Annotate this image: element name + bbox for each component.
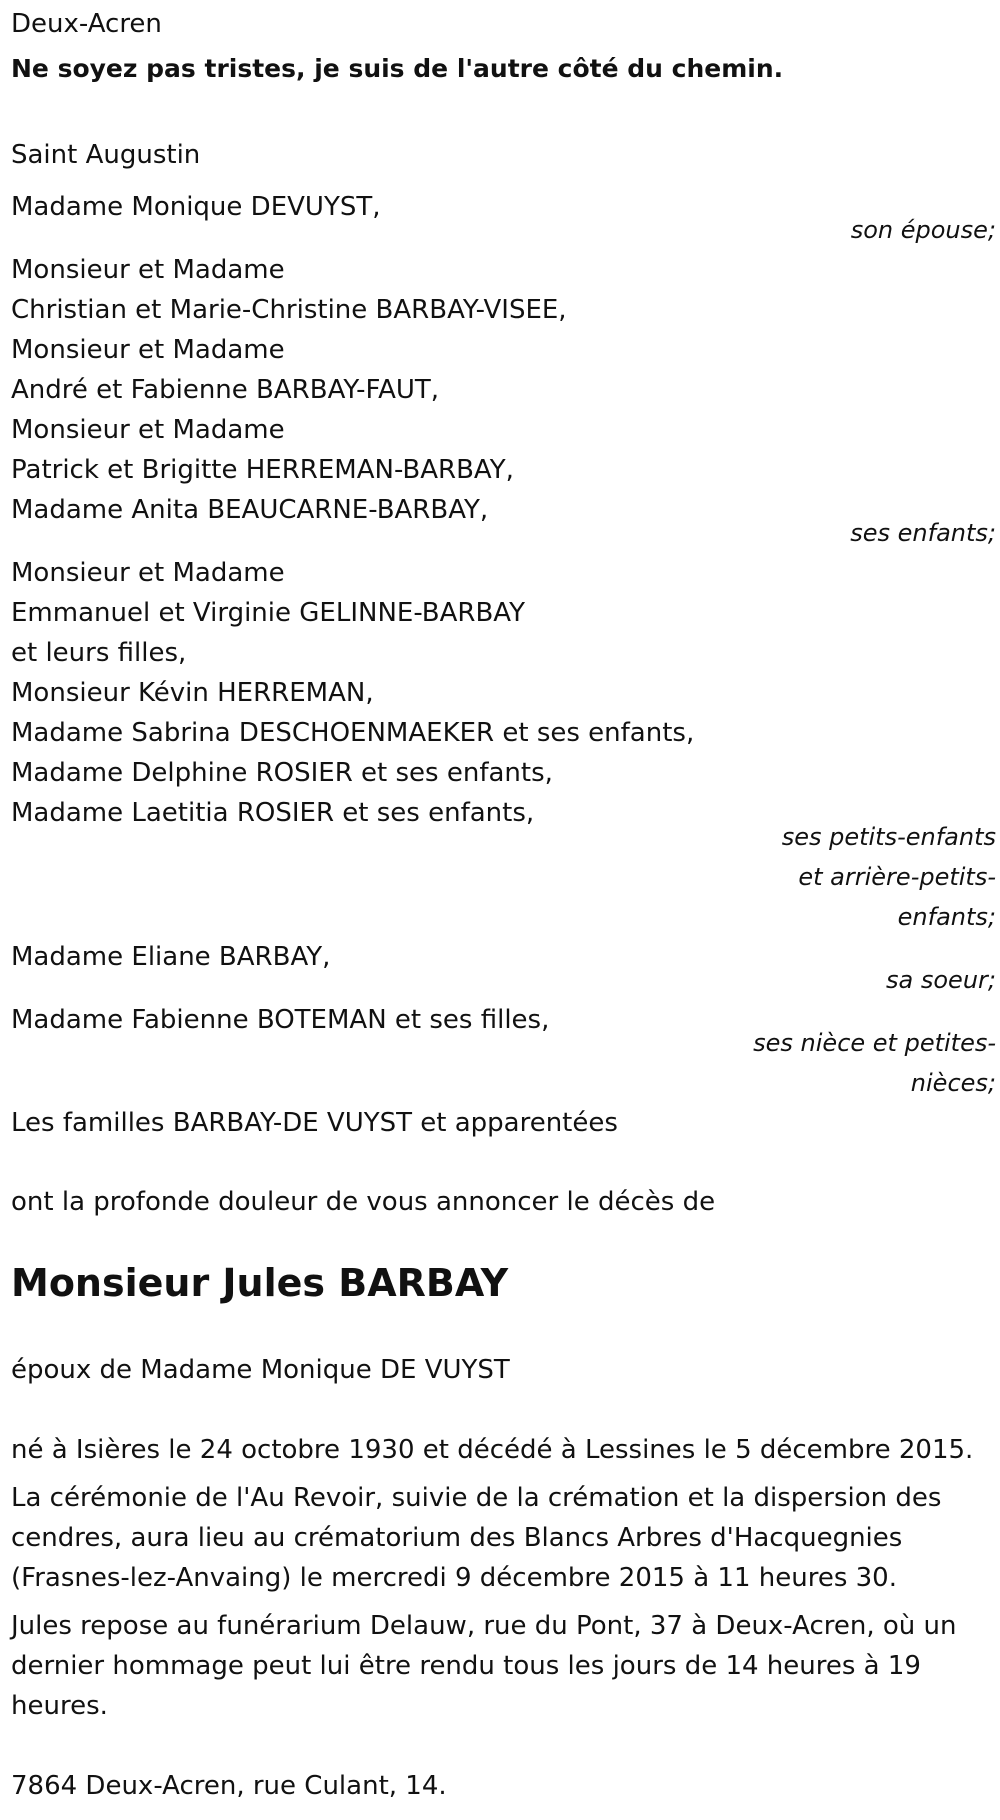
quote-author: Saint Augustin bbox=[11, 140, 201, 170]
town-header: Deux-Acren bbox=[11, 9, 162, 39]
families-line: Les familles BARBAY-DE VUYST et apparentées bbox=[11, 1108, 618, 1138]
spouse-of-line: époux de Madame Monique DE VUYST bbox=[11, 1355, 510, 1385]
motto-quote: Ne soyez pas tristes, je suis de l'autre côté du chemin. bbox=[11, 54, 784, 83]
announcement-intro: ont la profonde douleur de vous annoncer le décès de bbox=[11, 1187, 716, 1217]
child-line: Christian et Marie-Christine BARBAY-VISEE, bbox=[11, 295, 567, 325]
niece-name: Madame Fabienne BOTEMAN et ses filles, bbox=[11, 1005, 550, 1035]
grandchild-line: Monsieur et Madame bbox=[11, 558, 285, 588]
sister-name: Madame Eliane BARBAY, bbox=[11, 942, 331, 972]
niece-role-line: ses nièce et petites- bbox=[753, 1029, 996, 1057]
address-line: 7864 Deux-Acren, rue Culant, 14. bbox=[11, 1771, 447, 1801]
ceremony-line: (Frasnes-lez-Anvaing) le mercredi 9 décembre 2015 à 11 heures 30. bbox=[11, 1563, 897, 1593]
spouse-role: son épouse; bbox=[850, 216, 996, 244]
ceremony-line: La cérémonie de l'Au Revoir, suivie de la crémation et la dispersion des bbox=[11, 1483, 942, 1513]
grandchild-line: Madame Laetitia ROSIER et ses enfants, bbox=[11, 798, 535, 828]
grandchild-line: Monsieur Kévin HERREMAN, bbox=[11, 678, 374, 708]
spouse-name: Madame Monique DEVUYST, bbox=[11, 192, 381, 222]
birth-death-line: né à Isières le 24 octobre 1930 et décédé à Lessines le 5 décembre 2015. bbox=[11, 1435, 974, 1465]
child-line: Monsieur et Madame bbox=[11, 415, 285, 445]
child-line: André et Fabienne BARBAY-FAUT, bbox=[11, 375, 440, 405]
rest-line: Jules repose au funérarium Delauw, rue du Pont, 37 à Deux-Acren, où un bbox=[11, 1611, 957, 1641]
rest-line: heures. bbox=[11, 1691, 108, 1721]
child-line: Madame Anita BEAUCARNE-BARBAY, bbox=[11, 495, 489, 525]
child-line: Monsieur et Madame bbox=[11, 335, 285, 365]
grandchildren-role-line: enfants; bbox=[897, 903, 996, 931]
grandchild-line: Madame Sabrina DESCHOENMAEKER et ses enfants, bbox=[11, 718, 695, 748]
grandchildren-role-line: et arrière-petits- bbox=[798, 863, 996, 891]
child-line: Monsieur et Madame bbox=[11, 255, 285, 285]
children-role: ses enfants; bbox=[850, 519, 996, 547]
grandchild-line: Madame Delphine ROSIER et ses enfants, bbox=[11, 758, 553, 788]
deceased-name: Monsieur Jules BARBAY bbox=[11, 1261, 509, 1305]
sister-role: sa soeur; bbox=[886, 966, 996, 994]
ceremony-line: cendres, aura lieu au crématorium des Blancs Arbres d'Hacquegnies bbox=[11, 1523, 903, 1553]
child-line: Patrick et Brigitte HERREMAN-BARBAY, bbox=[11, 455, 514, 485]
grandchildren-role-line: ses petits-enfants bbox=[781, 823, 996, 851]
rest-line: dernier hommage peut lui être rendu tous les jours de 14 heures à 19 bbox=[11, 1651, 921, 1681]
grandchild-line: et leurs filles, bbox=[11, 638, 187, 668]
grandchild-line: Emmanuel et Virginie GELINNE-BARBAY bbox=[11, 598, 525, 628]
niece-role-line: nièces; bbox=[910, 1069, 996, 1097]
